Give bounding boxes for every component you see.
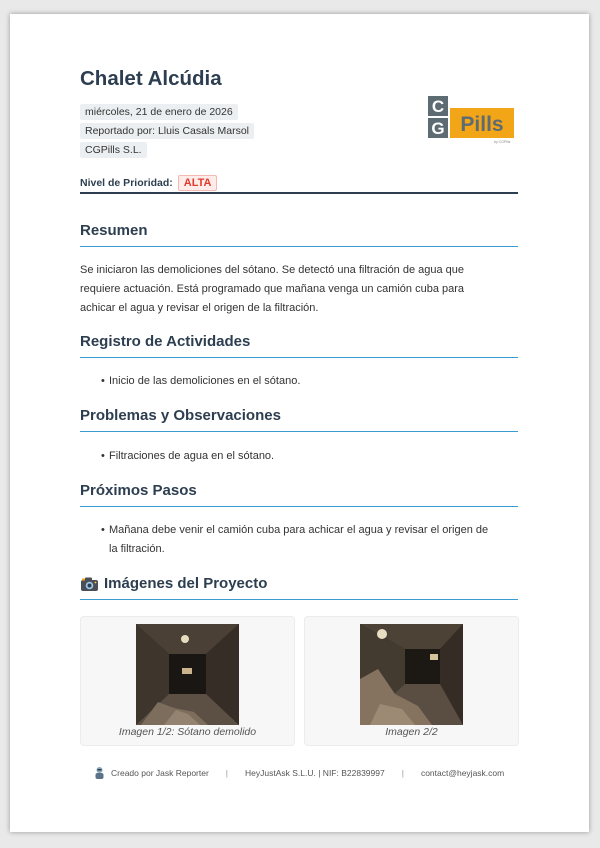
camera-icon (80, 576, 99, 592)
list-item: • Filtraciones de agua en el sótano. (101, 450, 275, 462)
cgpills-logo (428, 96, 516, 144)
image-caption: Imagen 1/2: Sótano demolido (118, 726, 257, 738)
summary-text: Se iniciaron las demoliciones del sótano. Se detectó una filtración de agua que requiere actuación. Está programado que mañana venga un camión cuba para achicar el agua y revisar el origen de la filtración. (80, 264, 465, 314)
activities-heading: Registro de Actividades (80, 333, 518, 358)
svg-text:G: G (431, 119, 445, 138)
images-heading-label: Imágenes del Proyecto (104, 575, 268, 592)
next-steps-heading: Próximos Pasos (80, 482, 518, 507)
priority-row (80, 175, 217, 191)
basement-photo-2[interactable] (360, 624, 463, 725)
header-divider (80, 192, 518, 194)
reporter-badge: Reportado por: Lluis Casals Marsol (80, 123, 254, 139)
list-item: • Inicio de las demoliciones en el sótano. (101, 375, 301, 387)
priority-label: Nivel de Prioridad: (80, 177, 173, 189)
footer-email-link[interactable]: contact@heyjask.com (420, 767, 505, 778)
footer-created-by: Creado por Jask Reporter (111, 767, 209, 778)
image-card (80, 616, 295, 746)
summary-heading: Resumen (80, 222, 518, 247)
report-page (10, 14, 589, 832)
date-badge: miércoles, 21 de enero de 2026 (80, 104, 238, 120)
problems-heading: Problemas y Observaciones (80, 407, 518, 432)
reporter-avatar-icon (93, 766, 106, 779)
list-item: • Mañana debe venir el camión cuba para achicar el agua y revisar el origen de la filtración. (101, 524, 489, 555)
company-badge: CGPills S.L. (80, 142, 147, 158)
images-heading (80, 575, 518, 600)
priority-badge: ALTA (178, 175, 218, 191)
footer (93, 766, 504, 779)
svg-text:by CGPills: by CGPills (494, 140, 511, 144)
footer-separator: | (401, 767, 404, 778)
footer-company: HeyJustAsk S.L.U. | NIF: B22839997 (245, 767, 385, 778)
basement-photo-1[interactable] (136, 624, 239, 725)
svg-text:C: C (431, 97, 445, 116)
svg-text:Pills: Pills (460, 113, 504, 136)
image-caption: Imagen 2/2 (385, 726, 438, 738)
footer-separator: | (225, 767, 229, 778)
report-title: Chalet Alcúdia (80, 67, 222, 90)
image-card (304, 616, 519, 746)
